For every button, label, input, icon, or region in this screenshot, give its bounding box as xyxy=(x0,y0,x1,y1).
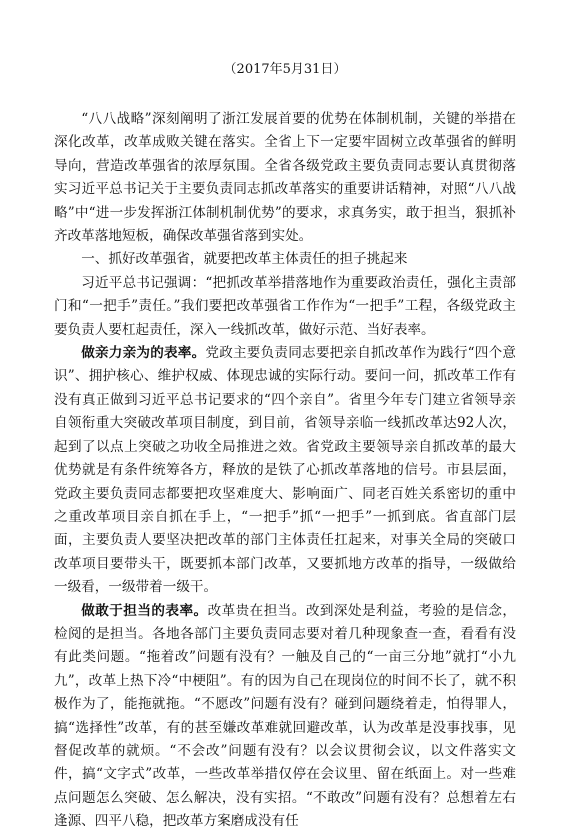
section-heading: 一、抓好改革强省，就要把改革主体责任的担子挑起来 xyxy=(81,251,408,268)
intro-paragraph: “八八战略”深刻阐明了浙江发展首要的优势在体制机制，关键的举措在深化改革，改革成败关键在落实。全省上下一定要牢固树立改革强省的鲜明导向，营造改革强省的浓厚氛围。全省各级党政主要负责同志要认真贯彻落实习近平总书记关于主要负责同志抓改革落实的重要讲话精神，对照“八八战略”中“进一步发挥浙江体制机制优势”的要求，求真务实，敢于担当，狠抓补齐改革落地短板，确保改革强省落到实处。 xyxy=(54,111,516,245)
lead-title-1: 做亲力亲为的表率。 xyxy=(81,345,206,362)
lead-body-1: 党政主要负责同志要把亲自抓改革作为践行“四个意识”、拥护核心、维护权威、体现忠诚的实际行动。要问一问，抓改革工作有没有真正做到习近平总书记要求的“四个亲自”。省里今年专门建立省领导亲自领衔重大突破改革项目制度，到目前，省领导亲临一线抓改革达92人次，起到了以点上突破之功收全局推进之效。省党政主要领导亲自抓改革的最大优势就是有条件统筹各方，释放的是铁了心抓改革落地的信号。市县层面，党政主要负责同志都要把攻坚难度大、影响面广、同老百姓关系密切的重中之重改革项目亲自抓在手上，“一把手”抓“一把手”一抓到底。省直部门层面，主要负责人要坚决把改革的部门主体责任扛起来，对事关全局的突破口改革项目要带头干，既要抓本部门改革，又要抓地方改革的指导，一级做给一级看，一级带着一级干。 xyxy=(54,345,516,596)
lead-paragraph-1 xyxy=(54,342,516,599)
quote-paragraph: 习近平总书记强调：“把抓改革举措落地作为重要政治责任，强化主责部门和“一把手”责任。”我们要把改革强省工作作为“一把手”工程，各级党政主要负责人要杠起责任，深入一线抓改革，做好示范、当好表率。 xyxy=(54,274,516,338)
lead-paragraph-2 xyxy=(54,600,516,834)
lead-title-2: 做敢于担当的表率。 xyxy=(81,602,208,619)
lead-body-2: 改革贵在担当。改到深处是利益，考验的是信念，检阅的是担当。各地各部门主要负责同志要对着几种现象查一查，看看有没有此类问题。“拖着改”问题有没有？一触及自己的“一亩三分地”就打“小九九”，改革上热下冷“中梗阻”。有的因为自己在现岗位的时间不长了，就不积极作为了，能拖就拖。“不愿改”问题有没有？碰到问题绕着走，怕得罪人，搞“选择性”改革，有的甚至嫌改革难就回避改革，认为改革是没事找事，见督促改革的就烦。“不会改”问题有没有？以会议贯彻会议，以文件落实文件，搞“文字式”改革，一些改革举措仅停在会议里、留在纸面上。对一些难点问题怎么突破、怎么解决，没有实招。“不敢改”问题有没有？总想着左右逢源、四平八稳，把改革方案磨成没有任 xyxy=(54,602,517,830)
document-date: （2017年5月31日） xyxy=(223,62,347,77)
